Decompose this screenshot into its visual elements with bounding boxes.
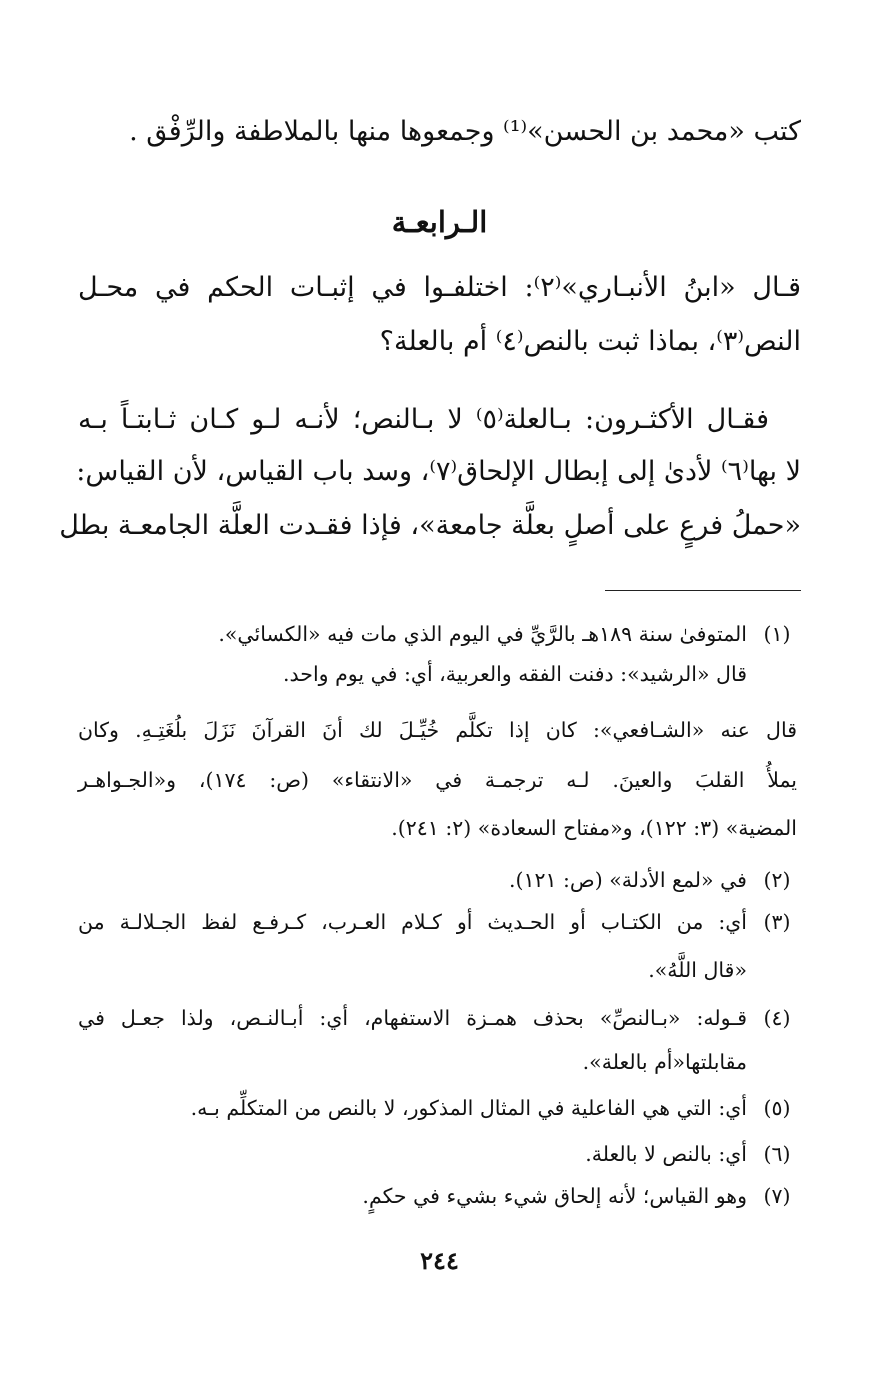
footnote-text: أي: التي هي الفاعلية في المثال المذكور، لا بالنص من المتكلِّم بـه. [190,1096,747,1120]
footnote-4 [78,1002,797,1034]
body-line-2: قـال «ابنُ الأنبـاري»⁽٢⁾: اختلفـوا في إثبـات الحكم في محـل [78,272,801,303]
footnote-3 [78,906,797,938]
footnote-text: أي: من الكتـاب أو الحـديث أو كـلام العـرب، كـرفـع لفظ الجـلالـة من [78,910,747,934]
footnote-text: المضية» (٣: ١٢٢)، و«مفتاح السعادة» (٢: ٢٤١). [391,816,797,840]
footnote-number: (٢) [763,868,791,892]
footnote-3-line-2 [78,954,797,986]
body-line-1: كتب «محمد بن الحسن»⁽¹⁾ وجمعوها منها بالملاطفة والرِّفْق . [129,116,801,147]
footnote-1-line-2 [78,658,747,690]
footnote-text: وهو القياس؛ لأنه إلحاق شيء بشيء في حكمٍ. [362,1184,747,1208]
footnote-text: مقابلتها«أم بالعلة». [582,1050,747,1074]
footnote-number: (١) [763,622,791,646]
footnote-1-line-5 [78,812,797,844]
footnote-1 [78,618,797,650]
footnote-text: قال عنه «الشـافعي»: كان إذا تكلَّم خُيِّـلَ لك أنَ القرآنَ نَزَلَ بلُغَتِـهِ. وكان [78,718,797,742]
footnote-number: (٦) [763,1142,791,1166]
body-line-3: النص⁽٣⁾، بماذا ثبت بالنص⁽٤⁾ أم بالعلة؟ [379,326,801,357]
footnote-text: يملأُ القلبَ والعينَ. لـه ترجمـة في «الانتقاء» (ص: ١٧٤)، و«الجـواهـر [78,768,797,792]
footnote-6 [78,1138,797,1170]
footnote-number: (٣) [763,910,791,934]
footnote-5 [78,1092,797,1124]
footnote-text: قـوله: «بـالنصِّ» بحذف همـزة الاستفهام، أي: أبـالنـص، ولذا جعـل في [78,1006,747,1030]
footnote-4-line-2 [78,1046,797,1078]
footnote-1-line-4 [78,764,797,796]
body-line-5: لا بها⁽٦⁾ لأدىٰ إلى إبطال الإلحاق⁽٧⁾، وسد باب القياس، لأن القياس: [76,456,801,487]
page-number: ٢٤٤ [420,1246,459,1275]
footnote-2 [78,864,797,896]
footnote-number: (٤) [763,1006,791,1030]
footnote-1-line-3 [78,714,797,746]
body-line-6: «حملُ فرعٍ على أصلٍ بعلَّة جامعة»، فإذا فقـدت العلَّة الجامعـة بطل [59,510,801,541]
section-heading: الـرابعـة [391,205,488,239]
footnote-text: أي: بالنص لا بالعلة. [585,1142,747,1166]
footnote-number: (٥) [763,1096,791,1120]
footnote-7 [78,1180,797,1212]
footnote-text: في «لمع الأدلة» (ص: ١٢١). [508,868,747,892]
footnote-separator [605,590,801,591]
footnote-text: المتوفىٰ سنة ١٨٩هـ بالرَّيِّ في اليوم الذي مات فيه «الكسائي». [218,622,747,646]
footnote-text: «قال اللَّهُ». [648,958,747,982]
footnote-text: قال «الرشيد»: دفنت الفقه والعربية، أي: في يوم واحد. [283,662,747,686]
body-line-4: فقـال الأكثـرون: بـالعلة⁽٥⁾ لا بـالنص؛ لأنـه لـو كـان ثـابتـاً بـه [78,404,769,435]
footnote-number: (٧) [763,1184,791,1208]
